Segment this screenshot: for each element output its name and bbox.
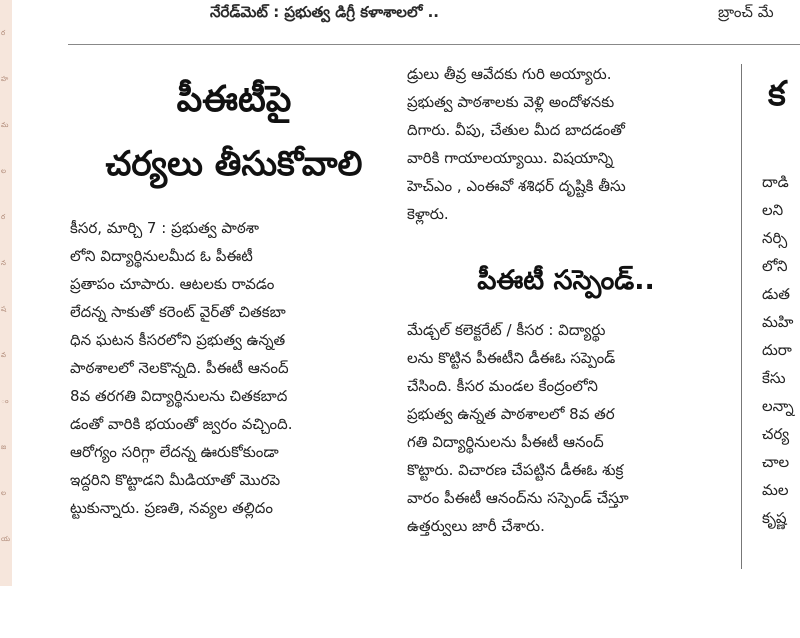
text-line: ఆరోగ్యం సరిగ్గా లేదన్న ఊరుకోకుండా <box>70 443 279 461</box>
text-line: గతి విద్యార్థినులను పీఈటీ ఆనంద్ <box>407 433 604 451</box>
margin-letter: హ <box>1 75 9 83</box>
article-column-1 <box>70 214 388 522</box>
margin-letter: య <box>1 535 11 543</box>
margin-letter: మ <box>1 121 9 129</box>
horizontal-divider <box>68 44 800 45</box>
text-line: హెచ్ఎం , ఎంఈవో శశిధర్ దృష్టికి తీసు <box>407 177 626 195</box>
text-line: ప్రభుత్వ పాఠశాలకు వెళ్లి అందోళనకు <box>407 93 615 111</box>
text-line: 8వ తరగతి విద్యార్థినులను చితకబాద <box>70 387 288 405</box>
article-headline-line1: పీఈటీపై <box>176 79 292 120</box>
text-line: ఇద్దరిని కొట్టాడని మీడియాతో మొరపె <box>70 471 281 489</box>
text-line: కేసు <box>762 369 786 387</box>
top-strip-right-text: బ్రాంచ్ మే <box>718 3 774 21</box>
text-line: ధిన ఘటన కీసరలోని ప్రభుత్వ ఉన్నత <box>70 331 286 349</box>
text-line: లను కొట్టిన పీఈటీని డీఈఓ సప్పెండ్ <box>407 349 616 367</box>
text-line: నర్సి <box>762 229 788 247</box>
text-line: చర్య <box>762 425 790 443</box>
text-line: డ్రులు తీవ్ర ఆవేదకు గురి అయ్యారు. <box>407 65 612 83</box>
text-line: లోని <box>762 257 788 275</box>
text-line: దురా <box>762 341 792 359</box>
text-line: దిగారు. వీపు, చేతుల మీద బాదడంతో <box>407 121 625 139</box>
margin-letter: ష <box>1 305 6 313</box>
text-line: డంతో వారికి భయంతో జ్వరం వచ్చింది. <box>70 415 293 433</box>
text-line: కీసర, మార్చి 7 : ప్రభుత్వ పాఠశా <box>70 219 259 237</box>
text-line: దాడి <box>762 173 789 191</box>
margin-letter: ర <box>1 213 6 221</box>
text-line: కృష్ణ <box>762 509 787 527</box>
right-article-headline: క <box>768 74 786 114</box>
text-line: వారం పీఈటీ ఆనంద్‌ను సస్పెండ్ చేస్తూ <box>407 489 629 507</box>
text-line: వారికి గాయాలయ్యాయి. విషయాన్ని <box>407 149 614 167</box>
margin-letter: ర <box>1 29 6 37</box>
text-line: మేడ్చల్ కలెక్టరేట్ / కీసర : విద్యార్థు <box>407 321 606 339</box>
text-line: లన్నా <box>762 397 794 415</box>
top-strip-text: నేరేడ్‌మెట్ : ప్రభుత్వ డిగ్రీ కళాశాలలో .. <box>210 3 439 21</box>
article-subheading: పీఈటీ సస్పెండ్.. <box>477 265 655 296</box>
margin-letter: వ <box>1 351 6 359</box>
margin-letter: ల <box>1 489 6 497</box>
text-line: పాఠశాలలో నెలకొన్నది. పీఈటీ ఆనంద్ <box>70 359 289 377</box>
left-margin-strip <box>0 0 12 586</box>
text-line: ప్రతాపం చూపారు. ఆటలకు రావడం <box>70 275 275 293</box>
text-line: కెళ్లారు. <box>407 205 449 223</box>
bottom-margin <box>0 586 800 638</box>
article-headline-line2: చర్యలు తీసుకోవాలి <box>105 144 363 184</box>
text-line: మల <box>762 481 789 499</box>
margin-letter: జ <box>1 443 7 451</box>
column-divider <box>741 64 742 569</box>
text-line: ప్రభుత్వ ఉన్నత పాఠశాలలో 8వ తర <box>407 405 615 423</box>
margin-letter: ల <box>1 167 6 175</box>
margin-letter: న <box>1 259 6 267</box>
text-line: లేదన్న సాకుతో కరెంట్ వైర్‌తో చితకబా <box>70 303 286 321</box>
text-line: లోని విద్యార్థినులమీద ఓ పీఈటీ <box>70 247 253 265</box>
article-column-2-continued <box>407 316 725 540</box>
article-column-2 <box>407 60 725 228</box>
text-line: లని <box>762 201 784 219</box>
text-line: కొట్టారు. విచారణ చేపట్టిన డీఈఓ శుక్ర <box>407 461 624 479</box>
text-line <box>762 140 800 168</box>
text-line: చాల <box>762 453 790 471</box>
text-line: డుత <box>762 285 790 303</box>
text-line: చేసింది. కీసర మండల కేంద్రంలోని <box>407 377 598 395</box>
margin-letter: ం <box>1 397 9 405</box>
right-article-column <box>762 140 800 532</box>
text-line: ఉత్తర్వులు జారీ చేశారు. <box>407 517 545 535</box>
text-line: ట్టుకున్నారు. ప్రణతి, నవ్యల తల్లిదం <box>70 499 273 517</box>
text-line: మహి <box>762 313 794 331</box>
